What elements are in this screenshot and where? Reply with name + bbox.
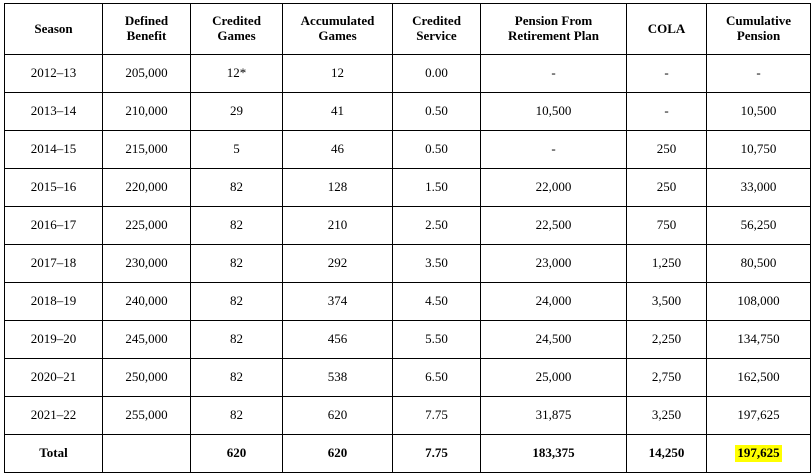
table-row [5, 283, 811, 321]
cell-cumulative-pension: 10,750 [707, 131, 811, 169]
cell-cola: 1,250 [627, 245, 707, 283]
cell-season: 2020–21 [5, 359, 103, 397]
cell-pension-from-plan: 10,500 [481, 93, 627, 131]
cell-cumulative-pension: 197,625 [707, 397, 811, 435]
cell-cola: 750 [627, 207, 707, 245]
cell-total-accumulated-games: 620 [283, 435, 393, 473]
cell-cola: - [627, 55, 707, 93]
cell-defined-benefit: 255,000 [103, 397, 191, 435]
cell-season: 2015–16 [5, 169, 103, 207]
table-row [5, 93, 811, 131]
cell-credited-games: 82 [191, 245, 283, 283]
cell-cumulative-pension: - [707, 55, 811, 93]
cell-credited-service: 7.75 [393, 397, 481, 435]
table-row [5, 169, 811, 207]
cell-credited-games: 12* [191, 55, 283, 93]
cell-credited-service: 0.00 [393, 55, 481, 93]
table-row [5, 131, 811, 169]
pension-table [4, 3, 811, 473]
cell-pension-from-plan: - [481, 55, 627, 93]
cell-defined-benefit: 240,000 [103, 283, 191, 321]
table-row [5, 245, 811, 283]
cell-pension-from-plan: 22,000 [481, 169, 627, 207]
cell-accumulated-games: 292 [283, 245, 393, 283]
cell-accumulated-games: 456 [283, 321, 393, 359]
cell-season: 2013–14 [5, 93, 103, 131]
cell-credited-service: 2.50 [393, 207, 481, 245]
cell-defined-benefit: 220,000 [103, 169, 191, 207]
cell-defined-benefit: 225,000 [103, 207, 191, 245]
cell-credited-games: 29 [191, 93, 283, 131]
cell-cumulative-pension: 33,000 [707, 169, 811, 207]
cell-credited-games: 82 [191, 207, 283, 245]
cell-accumulated-games: 620 [283, 397, 393, 435]
cell-defined-benefit: 215,000 [103, 131, 191, 169]
cell-defined-benefit: 205,000 [103, 55, 191, 93]
table-row [5, 55, 811, 93]
cell-defined-benefit: 230,000 [103, 245, 191, 283]
cell-season: 2012–13 [5, 55, 103, 93]
cell-total-cola: 14,250 [627, 435, 707, 473]
cell-credited-games: 82 [191, 397, 283, 435]
cell-defined-benefit: 245,000 [103, 321, 191, 359]
cell-accumulated-games: 41 [283, 93, 393, 131]
cell-credited-games: 5 [191, 131, 283, 169]
cell-total-pension-from-plan: 183,375 [481, 435, 627, 473]
column-header-cola: COLA [627, 4, 707, 55]
cell-cumulative-pension: 134,750 [707, 321, 811, 359]
cell-accumulated-games: 12 [283, 55, 393, 93]
cell-accumulated-games: 374 [283, 283, 393, 321]
cell-credited-games: 82 [191, 169, 283, 207]
cell-cola: 3,250 [627, 397, 707, 435]
table-row [5, 359, 811, 397]
cell-total-credited-games: 620 [191, 435, 283, 473]
column-header-defined-benefit: Defined Benefit [103, 4, 191, 55]
cell-total-label: Total [5, 435, 103, 473]
cell-cola: 250 [627, 169, 707, 207]
cell-cola: 2,250 [627, 321, 707, 359]
cell-pension-from-plan: 24,000 [481, 283, 627, 321]
cell-pension-from-plan: - [481, 131, 627, 169]
cell-accumulated-games: 210 [283, 207, 393, 245]
table-row [5, 207, 811, 245]
cell-cola: - [627, 93, 707, 131]
cell-pension-from-plan: 25,000 [481, 359, 627, 397]
cell-cumulative-pension: 56,250 [707, 207, 811, 245]
table-body [5, 55, 811, 473]
cell-cumulative-pension: 162,500 [707, 359, 811, 397]
cell-cola: 3,500 [627, 283, 707, 321]
cell-season: 2016–17 [5, 207, 103, 245]
column-header-pension-from-retirement-plan: Pension From Retirement Plan [481, 4, 627, 55]
highlighted-total-value: 197,625 [737, 445, 780, 461]
cell-credited-games: 82 [191, 359, 283, 397]
cell-cola: 2,750 [627, 359, 707, 397]
cell-credited-service: 0.50 [393, 93, 481, 131]
cell-season: 2014–15 [5, 131, 103, 169]
header-row [5, 4, 811, 55]
cell-credited-games: 82 [191, 283, 283, 321]
cell-cola: 250 [627, 131, 707, 169]
cell-credited-service: 1.50 [393, 169, 481, 207]
cell-total-defined-benefit [103, 435, 191, 473]
cell-season: 2019–20 [5, 321, 103, 359]
table-row [5, 321, 811, 359]
cell-season: 2021–22 [5, 397, 103, 435]
cell-cumulative-pension: 80,500 [707, 245, 811, 283]
column-header-credited-service: Credited Service [393, 4, 481, 55]
cell-credited-service: 3.50 [393, 245, 481, 283]
cell-season: 2018–19 [5, 283, 103, 321]
cell-season: 2017–18 [5, 245, 103, 283]
cell-accumulated-games: 128 [283, 169, 393, 207]
cell-credited-games: 82 [191, 321, 283, 359]
column-header-credited-games: Credited Games [191, 4, 283, 55]
cell-pension-from-plan: 22,500 [481, 207, 627, 245]
table-header [5, 4, 811, 55]
cell-defined-benefit: 250,000 [103, 359, 191, 397]
cell-accumulated-games: 46 [283, 131, 393, 169]
cell-credited-service: 6.50 [393, 359, 481, 397]
cell-pension-from-plan: 31,875 [481, 397, 627, 435]
cell-total-cumulative-pension [707, 435, 811, 473]
cell-credited-service: 0.50 [393, 131, 481, 169]
cell-total-credited-service: 7.75 [393, 435, 481, 473]
cell-credited-service: 5.50 [393, 321, 481, 359]
table-row [5, 397, 811, 435]
column-header-accumulated-games: Accumulated Games [283, 4, 393, 55]
cell-cumulative-pension: 10,500 [707, 93, 811, 131]
cell-defined-benefit: 210,000 [103, 93, 191, 131]
cell-cumulative-pension: 108,000 [707, 283, 811, 321]
cell-pension-from-plan: 24,500 [481, 321, 627, 359]
column-header-season: Season [5, 4, 103, 55]
cell-pension-from-plan: 23,000 [481, 245, 627, 283]
cell-accumulated-games: 538 [283, 359, 393, 397]
cell-credited-service: 4.50 [393, 283, 481, 321]
column-header-cumulative-pension: Cumulative Pension [707, 4, 811, 55]
table-total-row [5, 435, 811, 473]
